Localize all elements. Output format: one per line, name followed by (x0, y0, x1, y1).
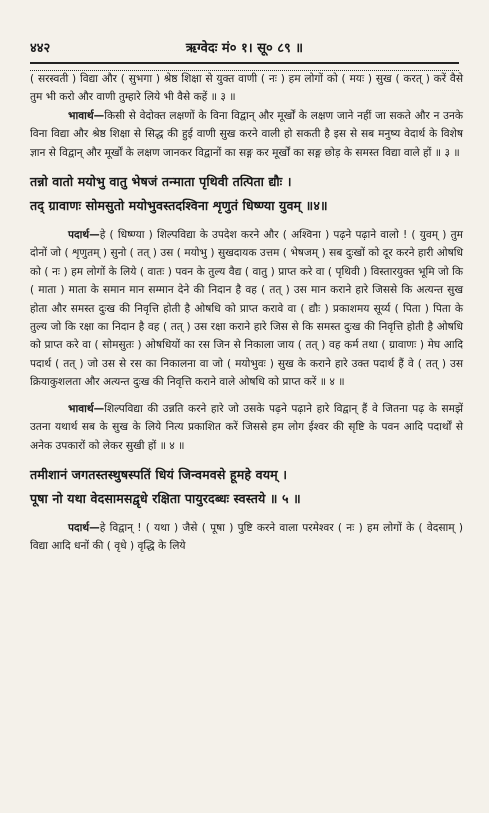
paragraph-bhavartha-3: भावार्थ—किसी से वेदोक्त लक्षणों के विना विद्वान् और मूर्खों के लक्षण जाने नहीं जा सकते और न उनके विना विद्या और श्रेष्ठ शिक्षा से सिद्ध की हुई वाणी सुख करने वाली हो सकती है इस से सब मनुष्य वेदार्थ के विशेष ज्ञान से विद्वान् और मूर्खों के लक्षण जानकर विद्वानों का सङ्ग कर मूर्खों का सङ्ग छोड़ के समस्त विद्या वाले हों ॥ ३ ॥ (30, 109, 463, 159)
bhavartha-label: भावार्थ— (68, 109, 105, 122)
page-header (30, 38, 459, 58)
padartha-label: पदार्थ— (68, 229, 100, 242)
paragraph-bhavartha-4: भावार्थ—शिल्पविद्या की उन्नति करने हारे जो उसके पढ़ने पढ़ाने हारे विद्वान् हैं वे जितना पढ़ के समझें उतना यथार्थ सब के सुख के लिये नित्य प्रकाशित करें जिससे हम लोग ईश्वर की सृष्टि के पवन आदि पदार्थों से अनेक उपकारों को लेकर सुखी हों ॥ ४ ॥ (30, 402, 463, 452)
paragraph-translation-3-end: ( सरस्वती ) विद्या और ( सुभगा ) श्रेष्ठ शिक्षा से युक्त वाणी ( नः ) हम लोगों को ( मयः ) सुख ( करत् ) करें वैसे तुम भी करो और वाणी तुम्हारे लिये भी वैसे कहें ॥ ३ ॥ (30, 73, 463, 104)
mantra-line: तद् ग्रावाणः सोमसुतो मयोभुवस्तदश्विना शृणुतं धिष्ण्या युवम् ॥४॥ (30, 198, 328, 214)
bhavartha-label: भावार्थ— (68, 402, 105, 415)
page-body (30, 70, 463, 556)
padartha-label: पदार्थ— (68, 521, 100, 534)
mantra-5 (30, 463, 463, 511)
mantra-4 (30, 170, 463, 218)
mantra-line: तमीशानं जगतस्तस्थुषस्पतिं धियं जिन्वमवसे हूमहे वयम् । (30, 466, 288, 482)
paragraph-padartha-5: पदार्थ—हे विद्वान् ! ( यथा ) जैसे ( पूषा ) पुष्टि करने वाला परमेश्वर ( नः ) हम लोगों के ( वेदसाम् ) विद्या आदि धनों की ( वृधे ) वृद्धि के लिये (30, 521, 463, 553)
paragraph-padartha-4: पदार्थ—हे ( धिष्ण्या ) शिल्पविद्या के उपदेश करने और ( अश्विना ) पढ़ने पढ़ाने वालो ! ( युवम् ) तुम दोनों जो ( शृणुतम् ) सुनो ( तत् ) उस ( मयोभु ) सुखदायक उत्तम ( भेषजम् ) सब दुःखों को दूर करने हारी ओषधि को ( नः ) हम लोगों के लिये ( वातः ) पवन के तुल्य वैद्य ( वातु ) प्राप्त करे वा ( पृथिवी ) विस्तारयुक्त भूमि जो कि ( माता ) माता के समान मान सम्मान देने की निदान है वह ( तत् ) उस मान कराने हारे जिससे कि अत्यन्त सुख होता और समस्त दुःख की निवृत्ति होती है ओषधि को प्राप्त करावे वा ( द्यौः ) प्रकाशमय सूर्य्य ( पिता ) पिता के तुल्य जो कि रक्षा का निदान है वह ( तत् ) उस रक्षा कराने हारे जिस से कि समस्त दुःख की निवृत्ति होती है ओषधि को प्राप्त करे वा ( सोमसुतः ) ओषधियों का रस जिन से निकाला जाय ( तत् ) वह कर्म तथा ( ग्रावाणः ) मेघ आदि पदार्थ ( तत् ) जो उस से रस का निकालना वा जो ( मयोभुवः ) सुख के कराने हारे उक्त पदार्थ हैं वे ( तत् ) उस क्रियाकुशलता और अत्यन्त दुःख की निवृत्ति कराने वाले ओषधि को प्राप्त करें ॥ ४ ॥ (30, 229, 463, 389)
running-title: ऋग्वेदः मं० १। सू० ८९ ॥ (185, 41, 304, 56)
mantra-line: तन्नो वातो मयोभु वातु भेषजं तन्माता पृथिवी तत्पिता द्यौः । (30, 174, 292, 190)
page-number: ४४२ (30, 41, 51, 56)
mantra-line: पूषा नो यथा वेदसामसद्वृधे रक्षिता पायुरदब्धः स्वस्तये ॥ ५ ॥ (30, 490, 301, 506)
